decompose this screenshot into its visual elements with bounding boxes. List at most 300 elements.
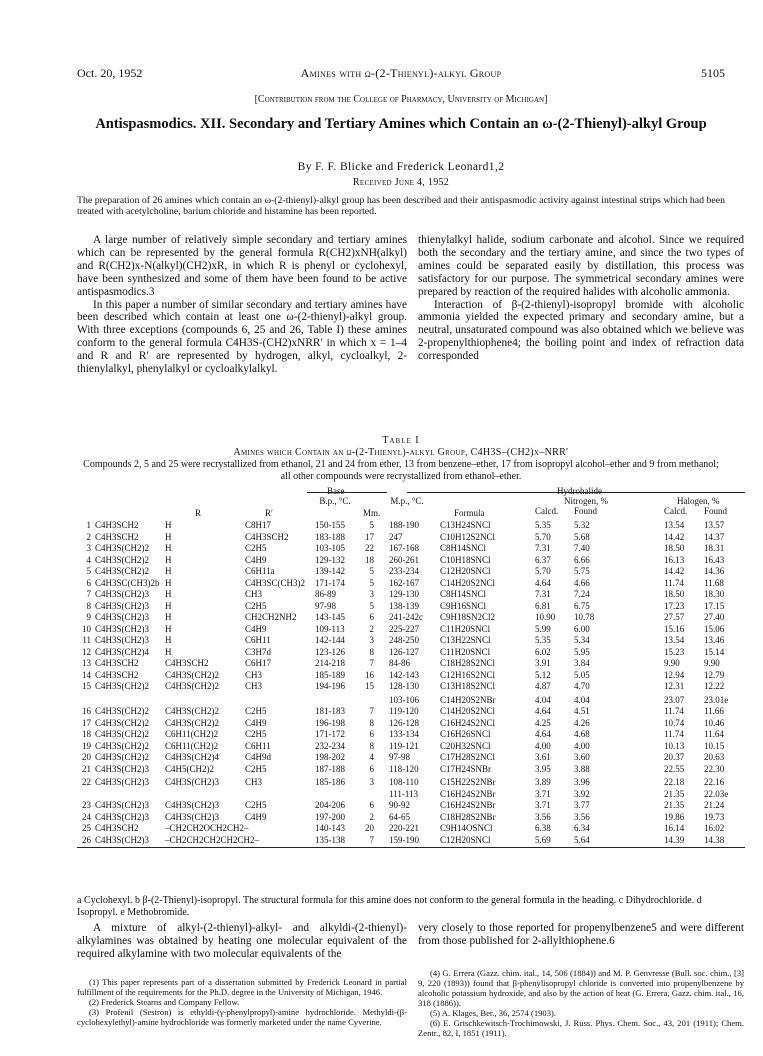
row-number: 4	[86, 554, 91, 565]
cell-bp: 232-234	[315, 740, 345, 751]
cell-x-found: 9.90	[704, 658, 720, 668]
col-header-r-prime: R′	[265, 508, 273, 518]
col-header-n-found: Found	[574, 506, 598, 516]
cell-formula: C11H20SNCl	[440, 623, 491, 634]
cell-r-prime-2: C6H11	[245, 635, 271, 645]
cell-x-found: 13.57	[704, 520, 725, 530]
cell-mm: 15	[365, 681, 374, 691]
cell-r-prime-2: CH3	[245, 681, 263, 691]
cell-bp: 135-138	[315, 834, 345, 845]
cell-x-calcd: 14.42	[664, 531, 685, 542]
cell-x-calcd: 11.74	[664, 577, 684, 588]
cell-formula: C10H18SNCl	[440, 554, 491, 565]
cell-x-found: 16.43	[704, 554, 725, 565]
cell-r-prime-2: C4H9	[245, 717, 267, 728]
cell-r-prime: –CH2CH2CH2CH2CH2–	[165, 834, 260, 845]
cell-bp: 194-196	[315, 681, 345, 691]
cell-formula: C12H20SNCl	[440, 566, 491, 576]
cell-mp: 129-130	[389, 589, 419, 599]
cell-n-calcd: 5.70	[535, 531, 551, 542]
cell-r-prime-2: C4H3SC(CH3)2	[245, 577, 306, 588]
cell-r-prime: H	[165, 531, 172, 542]
cell-r-prime: C4H3S(CH2)2	[165, 717, 220, 728]
cell-mp: 111-113	[389, 788, 418, 799]
cell-n-found: 3.96	[574, 777, 590, 787]
cell-formula: C8H14SNCl	[440, 589, 487, 599]
row-number: 14	[82, 669, 91, 680]
cell-formula: C10H12S2NCl	[440, 531, 496, 542]
cell-n-found: 4.26	[574, 717, 590, 728]
cell-n-calcd: 5.35	[535, 635, 551, 645]
cell-n-found: 4.04	[574, 694, 590, 705]
footnotes-right	[418, 968, 744, 1038]
cell-n-found: 3.84	[574, 658, 590, 668]
received-date: Received June 4, 1952	[352, 177, 450, 188]
cell-r-prime-2: C2H5	[245, 763, 267, 774]
cell-r-prime-2: C2H5	[245, 543, 267, 553]
cell-mp: 119-120	[389, 706, 419, 716]
cell-x-found: 14.37	[704, 531, 725, 542]
cell-n-found: 10.78	[574, 612, 595, 622]
cell-formula: C17H28S2NCl	[440, 752, 496, 762]
cell-r: C4H3S(CH2)3	[95, 635, 150, 645]
cell-mm: 5	[369, 566, 374, 576]
cell-r: C4H3S(CH2)3	[95, 763, 150, 774]
cell-bp: 183-188	[315, 531, 345, 542]
cell-formula: C18H28S2NCl	[440, 658, 496, 668]
cell-x-calcd: 20.37	[664, 752, 685, 762]
cell-mp: 108-110	[389, 777, 419, 787]
cell-r-prime: H	[165, 635, 172, 645]
cell-x-found: 27.40	[704, 612, 725, 622]
cell-r-prime-2: C2H5	[245, 706, 267, 716]
cell-n-calcd: 6.02	[535, 646, 551, 657]
row-number: 26	[82, 834, 91, 845]
cell-n-found: 3.88	[574, 763, 590, 774]
cell-formula: C11H20SNCl	[440, 646, 491, 657]
cell-r: C4H3SCH2	[95, 531, 139, 542]
contribution-line: [Contribution from the College of Pharmacy, University of Michigan]	[254, 94, 548, 105]
cell-bp: 204-206	[315, 800, 345, 810]
cell-r-prime-2: CH3	[245, 669, 263, 680]
cell-x-found: 22.03e	[704, 788, 729, 799]
cell-mp: 90-92	[389, 800, 410, 810]
col-header-n-calcd: Calcd.	[535, 506, 559, 516]
cell-r-prime: C6H11(CH2)2	[165, 740, 219, 751]
cell-mm: 22	[365, 543, 374, 553]
cell-x-found: 15.14	[704, 646, 725, 657]
cell-bp: 185-189	[315, 669, 345, 680]
cell-x-found: 22.30	[704, 763, 725, 774]
cell-formula: C16H24S2NBr	[440, 788, 496, 799]
row-number: 3	[86, 543, 91, 553]
cell-n-found: 3.77	[574, 800, 590, 810]
group-header-hydrohalide: Hydrohalide	[557, 486, 602, 496]
cell-formula: C13H24SNCl	[440, 520, 491, 530]
cell-n-found: 5.95	[574, 646, 590, 657]
cell-x-found: 17.15	[704, 600, 725, 611]
cell-x-calcd: 15.23	[664, 646, 685, 657]
cell-r-prime: H	[165, 554, 172, 565]
cell-n-found: 7.24	[574, 589, 590, 599]
cell-mp: 97-98	[389, 752, 410, 762]
cell-formula: C12H16S2NCl	[440, 669, 496, 680]
col-header-r: R	[195, 508, 202, 518]
cell-r-prime: C4H3S(CH2)3	[165, 800, 220, 810]
cell-n-found: 6.00	[574, 623, 590, 634]
header-date: Oct. 20, 1952	[77, 66, 143, 80]
cell-bp: 181-183	[315, 706, 345, 716]
author-line: By F. F. Blicke and Frederick Leonard1,2	[297, 161, 505, 173]
cell-mm: 3	[369, 635, 374, 645]
row-number: 1	[86, 520, 91, 530]
cell-x-calcd: 18.50	[664, 589, 685, 599]
cell-mm: 5	[369, 520, 374, 530]
cell-r: C4H3S(CH2)2	[95, 752, 150, 762]
body-column-right	[418, 234, 744, 363]
cell-mp: 64-65	[389, 811, 410, 822]
cell-n-calcd: 4.64	[535, 706, 551, 716]
data-table	[77, 486, 745, 898]
cell-formula: C12H20SNCl	[440, 834, 491, 845]
cell-n-calcd: 6.81	[535, 600, 551, 611]
cell-bp: 140-143	[315, 823, 345, 833]
cell-x-found: 18.30	[704, 589, 725, 599]
row-number: 9	[86, 612, 91, 622]
cell-bp: 109-113	[315, 623, 345, 634]
cell-mp: 233-234	[389, 566, 419, 576]
cell-x-found: 12.79	[704, 669, 725, 680]
cell-r-prime: C4H5(CH2)2	[165, 763, 214, 774]
row-number: 20	[82, 752, 91, 762]
col-header-mp: M.p., °C.	[390, 496, 424, 506]
cell-bp: 185-186	[315, 777, 345, 787]
cell-x-calcd: 10.13	[664, 740, 685, 751]
row-number: 22	[82, 777, 91, 787]
cell-r-prime: C4H3S(CH2)3	[165, 811, 220, 822]
cell-bp: 129-132	[315, 554, 345, 565]
cell-x-found: 10.46	[704, 717, 725, 728]
cell-x-calcd: 11.74	[664, 706, 684, 716]
cell-r: C4H3S(CH2)3	[95, 589, 150, 599]
cell-bp: 171-172	[315, 729, 345, 739]
cell-r-prime-2: C2H5	[245, 729, 267, 739]
cell-mp: 103-106	[389, 694, 419, 705]
footnote: (1) This paper represents part of a dissertation submitted by Frederick Leonard in partial fulfillment of the requirements for the Ph.D. degree in the University of Michigan, 1946.	[77, 977, 407, 997]
cell-mm: 8	[369, 740, 374, 751]
row-number: 24	[82, 811, 91, 822]
footnote: (3) Profenil (Sestron) is ethyldi-(γ-phenylpropyl)-amine hydrochloride. Methyldi-(β-cyclohexylethyl)-amine hydrochloride was formerly marketed under the name Cyverine.	[77, 1007, 407, 1027]
cell-r-prime-2: C6H17	[245, 658, 272, 668]
cell-mp: 248-250	[389, 635, 419, 645]
cell-mp: 84-86	[389, 658, 410, 668]
cell-r: C4H3S(CH2)3	[95, 623, 150, 634]
cell-n-calcd: 3.71	[535, 800, 551, 810]
cell-r: C4H3S(CH2)3	[95, 800, 150, 810]
cell-mm: 6	[369, 729, 374, 739]
cell-n-found: 4.70	[574, 681, 590, 691]
cell-r: C4H3S(CH2)2	[95, 706, 150, 716]
cell-bp: 214-218	[315, 658, 345, 668]
cell-x-calcd: 9.90	[664, 658, 680, 668]
row-number: 7	[86, 589, 91, 599]
cell-n-found: 5.64	[574, 834, 590, 845]
footnotes-left	[77, 977, 407, 1027]
cell-mp: 119-121	[389, 740, 419, 751]
cell-x-calcd: 22.55	[664, 763, 685, 774]
cell-n-found: 5.34	[574, 635, 590, 645]
cell-r-prime: H	[165, 623, 172, 634]
body-continuation-right: very closely to those reported for propenylbenzene5 and were different from those published for 2-allylthiophene.6	[418, 922, 744, 947]
cell-x-found: 11.68	[704, 577, 724, 588]
cell-x-calcd: 21.35	[664, 800, 685, 810]
cell-formula: C14H20S2NBr	[440, 694, 496, 705]
cell-mm: 2	[369, 811, 374, 822]
cell-r-prime: H	[165, 577, 172, 588]
cell-mm: 5	[369, 577, 374, 588]
cell-r-prime-2: C2H5	[245, 600, 267, 611]
cell-x-found: 11.66	[704, 706, 724, 716]
cell-x-found: 15.06	[704, 623, 725, 634]
cell-r-prime: C4H3S(CH2)4	[165, 752, 220, 762]
cell-r-prime: C4H3S(CH2)2	[165, 706, 220, 716]
cell-n-calcd: 4.04	[535, 694, 551, 705]
cell-mm: 3	[369, 777, 374, 787]
cell-r: C4H3SCH2	[95, 520, 139, 530]
cell-r-prime-2: CH2CH2NH2	[245, 612, 297, 622]
cell-r-prime-2: C8H17	[245, 520, 272, 530]
cell-n-calcd: 4.00	[535, 740, 551, 751]
cell-r: C4H3S(CH2)3	[95, 612, 150, 622]
cell-mm: 5	[369, 600, 374, 611]
cell-formula: C18H28S2NBr	[440, 811, 496, 822]
cell-r-prime-2: C2H5	[245, 800, 267, 810]
cell-formula: C15H22S2NBr	[440, 777, 496, 787]
paragraph: A mixture of alkyl-(2-thienyl)-alkyl- and alkyldi-(2-thienyl)-alkylamines was obtained by heating one molecular equivalent of the required alkylamine with two molecular equivalents of the	[77, 922, 407, 960]
cell-formula: C8H14SNCl	[440, 543, 487, 553]
footnote: (4) G. Errera (Gazz. chim. ital., 14, 506 (1884)) and M. P. Genvresse (Bull. soc. chim., [3] 9, 220 (1893)) found that β-phenylisopropyl chloride is converted into propenylbenzene by alcoholic potassium hydroxide, and also by the action of heat (G. Errera, Gazz. chim. ital., 16, 318 (1886)).	[418, 968, 744, 1008]
cell-mp: 126-127	[389, 646, 419, 657]
hydrohalide-group-rule	[407, 492, 745, 493]
cell-r: C4H3SCH2	[95, 669, 139, 680]
cell-n-calcd: 4.64	[535, 729, 551, 739]
cell-bp: 97-98	[315, 600, 336, 611]
header-page-number: 5105	[701, 66, 725, 80]
cell-r: C4H3SC(CH3)2b	[95, 577, 160, 588]
cell-r: C4H3SCH2	[95, 823, 139, 833]
cell-x-calcd: 22.18	[664, 777, 685, 787]
cell-mm: 6	[369, 800, 374, 810]
cell-n-found: 5.75	[574, 566, 590, 576]
cell-r-prime: H	[165, 646, 172, 657]
table-bottom-rule	[77, 847, 745, 848]
cell-r-prime: C4H3S(CH2)3	[165, 777, 220, 787]
cell-n-calcd: 3.71	[535, 788, 551, 799]
cell-x-found: 14.36	[704, 566, 725, 576]
row-number: 18	[82, 729, 91, 739]
paragraph: In this paper a number of similar secondary and tertiary amines have been described which contain at least one ω-(2-thienyl)-alkyl group. With three exceptions (compounds 6, 25 and 26, Table I) these amines conform to the general formula C4H3S-(CH2)xNRR′ in which x = 1–4 and R and R′ are represented by hydrogen, alkyl, cycloalkyl, 2-thienylalkyl, phenylalkyl or cycloalkylalkyl.	[77, 298, 407, 376]
cell-mm: 18	[365, 554, 374, 565]
cell-mp: 220-221	[389, 823, 419, 833]
cell-mm: 7	[369, 706, 374, 716]
cell-x-calcd: 12.31	[664, 681, 685, 691]
header-running-title: Amines with ω-(2-Thienyl)-alkyl Group	[300, 66, 502, 80]
cell-x-calcd: 23.07	[664, 694, 685, 705]
row-number: 6	[86, 577, 91, 588]
cell-r-prime: H	[165, 589, 172, 599]
cell-mm: 7	[369, 834, 374, 845]
cell-mp: 167-168	[389, 543, 419, 553]
cell-n-found: 7.40	[574, 543, 590, 553]
col-header-x-found: Found	[704, 506, 728, 516]
group-header-halogen: Halogen, %	[677, 496, 720, 506]
table-note: Compounds 2, 5 and 25 were recrystallized from ethanol, 21 and 24 from ether, 13 from benzene–ether, 17 from isopropyl alcohol–ether and 9 from methanol; all other compounds were recrystallized from ethanol–ether.	[83, 459, 719, 482]
paragraph: A large number of relatively simple secondary and tertiary amines which can be represented by the general formula R(CH2)xNH(alkyl) and R(CH2)x-N(alkyl)(CH2)xR, in which R is phenyl or cyclohexyl, have been synthesized and some of them have been found to be active antispasmodics.3	[77, 234, 407, 298]
row-number: 13	[82, 658, 91, 668]
cell-n-calcd: 7.31	[535, 543, 551, 553]
cell-formula: C14H20S2NCl	[440, 577, 496, 588]
paragraph: Interaction of β-(2-thienyl)-isopropyl bromide with alcoholic ammonia yielded the expected primary and secondary amine, but a neutral, unsaturated compound was also obtained which we believe was 2-propenylthiophene4; the boiling point and index of refraction data corresponded	[418, 298, 744, 363]
cell-x-found: 19.73	[704, 811, 725, 822]
cell-x-calcd: 13.54	[664, 635, 685, 645]
cell-mm: 17	[365, 531, 374, 542]
cell-x-found: 23.01e	[704, 694, 729, 705]
group-header-nitrogen: Nitrogen, %	[564, 496, 608, 506]
cell-r-prime: H	[165, 566, 172, 576]
row-number: 17	[82, 717, 91, 728]
cell-x-calcd: 18.50	[664, 543, 685, 553]
cell-bp: 142-144	[315, 635, 345, 645]
cell-n-calcd: 5.69	[535, 834, 551, 845]
cell-n-found: 3.56	[574, 811, 590, 822]
cell-bp: 123-126	[315, 646, 345, 657]
cell-mp: 260-261	[389, 554, 419, 565]
cell-mm: 20	[365, 823, 374, 833]
cell-x-found: 21.24	[704, 800, 725, 810]
cell-n-calcd: 3.56	[535, 811, 551, 822]
cell-r: C4H3S(CH2)2	[95, 566, 150, 576]
cell-x-calcd: 11.74	[664, 729, 684, 739]
cell-mp: 159-190	[389, 834, 419, 845]
cell-r: C4H3S(CH2)3	[95, 811, 150, 822]
cell-n-calcd: 6.37	[535, 554, 551, 565]
cell-bp: 197-200	[315, 811, 345, 822]
cell-n-found: 6.66	[574, 554, 590, 565]
cell-r: C4H3SCH2	[95, 658, 139, 668]
cell-formula: C13H22SNCl	[440, 635, 491, 645]
cell-n-calcd: 4.25	[535, 717, 551, 728]
cell-formula: C13H18S2NCl	[440, 681, 496, 691]
cell-mm: 6	[369, 763, 374, 774]
row-number: 5	[86, 566, 91, 576]
cell-n-found: 4.00	[574, 740, 590, 751]
cell-formula: C16H26SNCl	[440, 729, 491, 739]
table-caption: Amines which Contain an ω-(2-Thienyl)-alkyl Group, C4H3S–(CH2)x–NRR′	[233, 447, 569, 458]
cell-mp: 126-128	[389, 717, 419, 728]
body-continuation-left	[77, 922, 407, 961]
cell-x-found: 16.02	[704, 823, 725, 833]
cell-mm: 2	[369, 623, 374, 634]
cell-mm: 4	[369, 752, 374, 762]
footnote: (2) Frederick Stearns and Company Fellow.	[89, 997, 240, 1007]
cell-x-calcd: 10.74	[664, 717, 685, 728]
row-number: 8	[86, 600, 91, 611]
cell-r-prime-2: CH3	[245, 777, 263, 787]
cell-n-found: 5.05	[574, 669, 590, 680]
cell-x-calcd: 14.39	[664, 834, 685, 845]
cell-r-prime-2: C3H7d	[245, 646, 272, 657]
cell-mp: 225-227	[389, 623, 419, 634]
col-header-formula: Formula	[454, 508, 485, 518]
cell-n-found: 5.68	[574, 531, 590, 542]
cell-r: C4H3S(CH2)4	[95, 646, 150, 657]
cell-x-found: 20.63	[704, 752, 725, 762]
cell-mp: 142-143	[389, 669, 419, 680]
cell-n-found: 6.34	[574, 823, 590, 833]
cell-x-calcd: 15.16	[664, 623, 685, 634]
cell-mp: 241-242c	[389, 612, 423, 622]
cell-x-calcd: 16.13	[664, 554, 685, 565]
row-number: 16	[82, 706, 91, 716]
cell-r-prime: C4H3S(CH2)2	[165, 669, 220, 680]
cell-mp: 188-190	[389, 520, 419, 530]
cell-mm: 3	[369, 589, 374, 599]
cell-n-calcd: 5.99	[535, 623, 551, 634]
cell-r: C4H3S(CH2)2	[95, 717, 150, 728]
cell-n-calcd: 5.12	[535, 669, 551, 680]
cell-mm: 8	[369, 717, 374, 728]
cell-bp: 171-174	[315, 577, 345, 588]
cell-mp: 128-130	[389, 681, 419, 691]
cell-n-calcd: 4.64	[535, 577, 551, 588]
cell-x-found: 14.38	[704, 834, 725, 845]
cell-r-prime: –CH2CH2OCH2CH2–	[165, 823, 249, 833]
cell-r: C4H3S(CH2)2	[95, 729, 150, 739]
cell-formula: C9H18SN2Cl2	[440, 612, 496, 622]
col-header-mm: Mm.	[363, 508, 381, 518]
cell-formula: C9H16SNCl	[440, 600, 487, 611]
cell-x-calcd: 14.42	[664, 566, 685, 576]
cell-n-found: 3.60	[574, 752, 590, 762]
cell-r-prime: H	[165, 600, 172, 611]
cell-n-calcd: 10.90	[535, 612, 556, 622]
table-footnotes: a Cyclohexyl. b β-(2-Thienyl)-isopropyl. The structural formula for this amine does not conform to the general formula in the heading. c Dihydrochloride. d Isopropyl. e Methobromide.	[77, 895, 702, 918]
cell-r-prime: H	[165, 543, 172, 553]
cell-x-calcd: 12.94	[664, 669, 685, 680]
cell-r-prime: C4H3SCH2	[165, 658, 209, 668]
cell-n-calcd: 5.35	[535, 520, 551, 530]
cell-r: C4H3S(CH2)3	[95, 777, 150, 787]
cell-n-calcd: 5.70	[535, 566, 551, 576]
cell-x-calcd: 13.54	[664, 520, 685, 530]
abstract: The preparation of 26 amines which contain an ω-(2-thienyl)-alkyl group has been described and their antispasmodic activity against intestinal strips which had been treated with acetylcholine, barium chloride and histamine has been reported.	[77, 195, 725, 217]
cell-formula: C9H14OSNCl	[440, 823, 493, 833]
cell-r: C4H3S(CH2)2	[95, 554, 150, 565]
body-column-left	[77, 234, 407, 376]
cell-n-calcd: 6.38	[535, 823, 551, 833]
cell-r-prime-2: C4H9d	[245, 752, 272, 762]
cell-mm: 6	[369, 612, 374, 622]
cell-x-calcd: 16.14	[664, 823, 685, 833]
cell-r: C4H3S(CH2)3	[95, 600, 150, 611]
cell-r: C4H3S(CH2)2	[95, 740, 150, 751]
cell-x-found: 18.31	[704, 543, 725, 553]
cell-r-prime-2: C4H3SCH2	[245, 531, 289, 542]
cell-n-calcd: 3.95	[535, 763, 551, 774]
cell-r: C4H3S(CH2)2	[95, 681, 150, 691]
cell-r-prime-2: CH3	[245, 589, 263, 599]
base-group-rule	[307, 492, 387, 493]
